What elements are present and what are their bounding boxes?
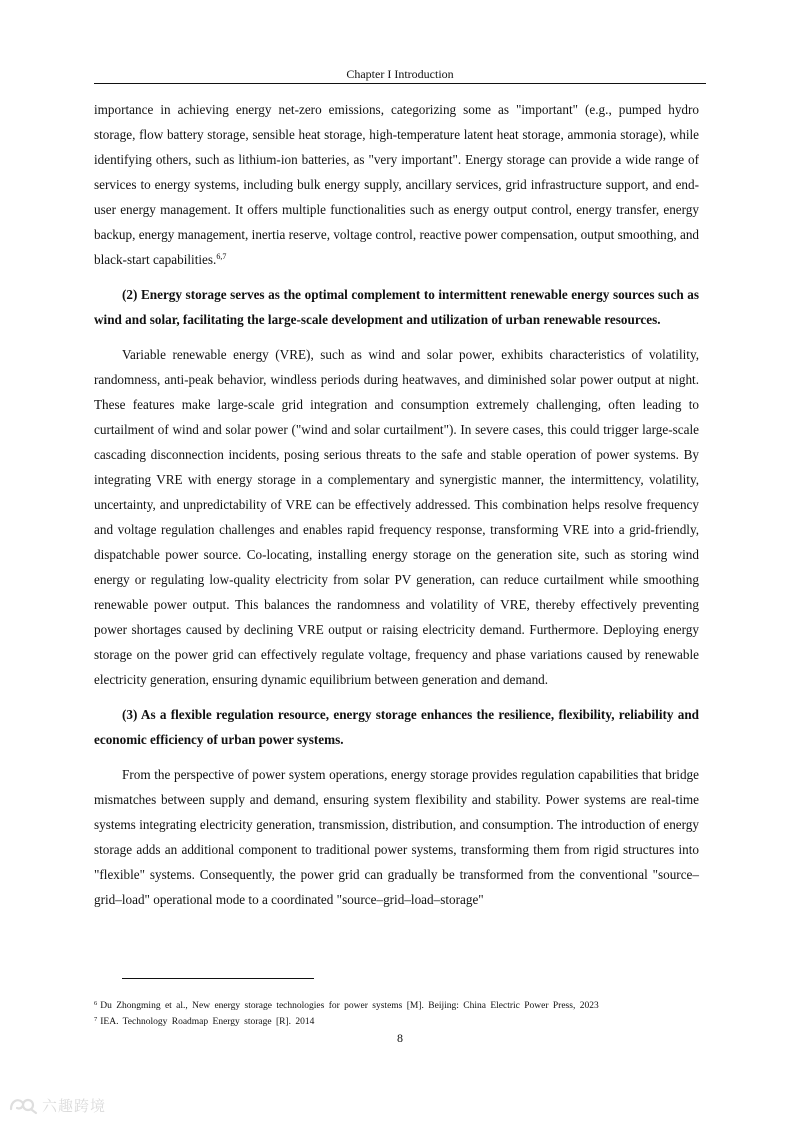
running-header: Chapter I Introduction (346, 67, 454, 81)
page-number: 8 (397, 1031, 403, 1045)
footnote-7 (94, 1013, 706, 1029)
footnote-text: Du Zhongming et al., New energy storage technologies for power systems [M]. Beijing: China Electric Power Press, 2023 (100, 1001, 599, 1011)
section-heading-2: (2) Energy storage serves as the optimal complement to intermittent renewable energy sources such as wind and solar, facilitating the large-scale development and utilization of urban renewable resources. (94, 287, 699, 327)
footnote-divider (122, 978, 314, 979)
paragraph-1 (94, 97, 699, 272)
citation-ref[interactable]: 6,7 (216, 252, 227, 261)
section-heading-3: (3) As a flexible regulation resource, energy storage enhances the resilience, flexibility, reliability and economic efficiency of urban power systems. (94, 707, 699, 747)
watermark (8, 1094, 106, 1116)
header-divider (94, 83, 706, 84)
paragraph-2: Variable renewable energy (VRE), such as wind and solar power, exhibits characteristics of volatility, randomness, anti-peak behavior, windless periods during heatwaves, and diminished solar power output at night. These features make large-scale grid integration and consumption extremely challenging, often leading to curtailment of wind and solar power ("wind and solar curtailment"). In severe cases, this could trigger large-scale cascading disconnection incidents, posing serious threats to the safe and stable operation of power systems. By integrating VRE with energy storage in a complementary and synergistic manner, the intermittency, volatility, uncertainty, and unpredictability of VRE can be effectively addressed. This combination helps resolve frequency and voltage regulation challenges and enables rapid frequency response, transforming VRE into a grid-friendly, dispatchable power source. Co-locating, installing energy storage on the generation site, such as storing wind energy or regulating low-quality electricity from solar PV generation, can reduce curtailment while smoothing renewable power output. This balances the randomness and volatility of VRE, thereby effectively preventing power shortages caused by declining VRE output or raising electricity demand. Furthermore. Deploying energy storage on the power grid can effectively regulate voltage, frequency and phase variations caused by renewable electricity generation, ensuring dynamic equilibrium between generation and demand. (94, 347, 699, 687)
paragraph-3: From the perspective of power system operations, energy storage provides regulation capabilities that bridge mismatches between supply and demand, ensuring system flexibility and stability. Power systems are real-time systems integrating electricity generation, transmission, distribution, and consumption. The introduction of energy storage adds an additional component to traditional power systems, transforming them from rigid structures into "flexible" systems. Consequently, the power grid can gradually be transformed from the conventional "source–grid–load" operational mode to a coordinated "source–grid–load–storage" (94, 767, 699, 907)
paragraph-1-text: importance in achieving energy net-zero emissions, categorizing some as "important" (e.g., pumped hydro storage, flow battery storage, sensible heat storage, high-temperature latent heat storage, ammonia storage), while identifying others, such as lithium-ion batteries, as "very important". Energy storage can provide a wide range of services to energy systems, including bulk energy supply, ancillary services, grid infrastructure support, and end-user energy management. It offers multiple functionalities such as energy output control, energy transfer, energy backup, energy management, inertia reserve, voltage control, reactive power compensation, output smoothing, and black-start capabilities. (94, 102, 699, 267)
watermark-text: 六趣跨境 (42, 1096, 107, 1115)
footnote-mark: 6 (94, 1000, 98, 1007)
footnote-text: IEA. Technology Roadmap Energy storage [R]. 2014 (100, 1017, 315, 1027)
watermark-logo-icon (8, 1095, 38, 1115)
footnotes (94, 997, 706, 1029)
footnote-mark: 7 (94, 1016, 98, 1023)
footnote-6 (94, 997, 706, 1013)
body-text (94, 97, 699, 912)
